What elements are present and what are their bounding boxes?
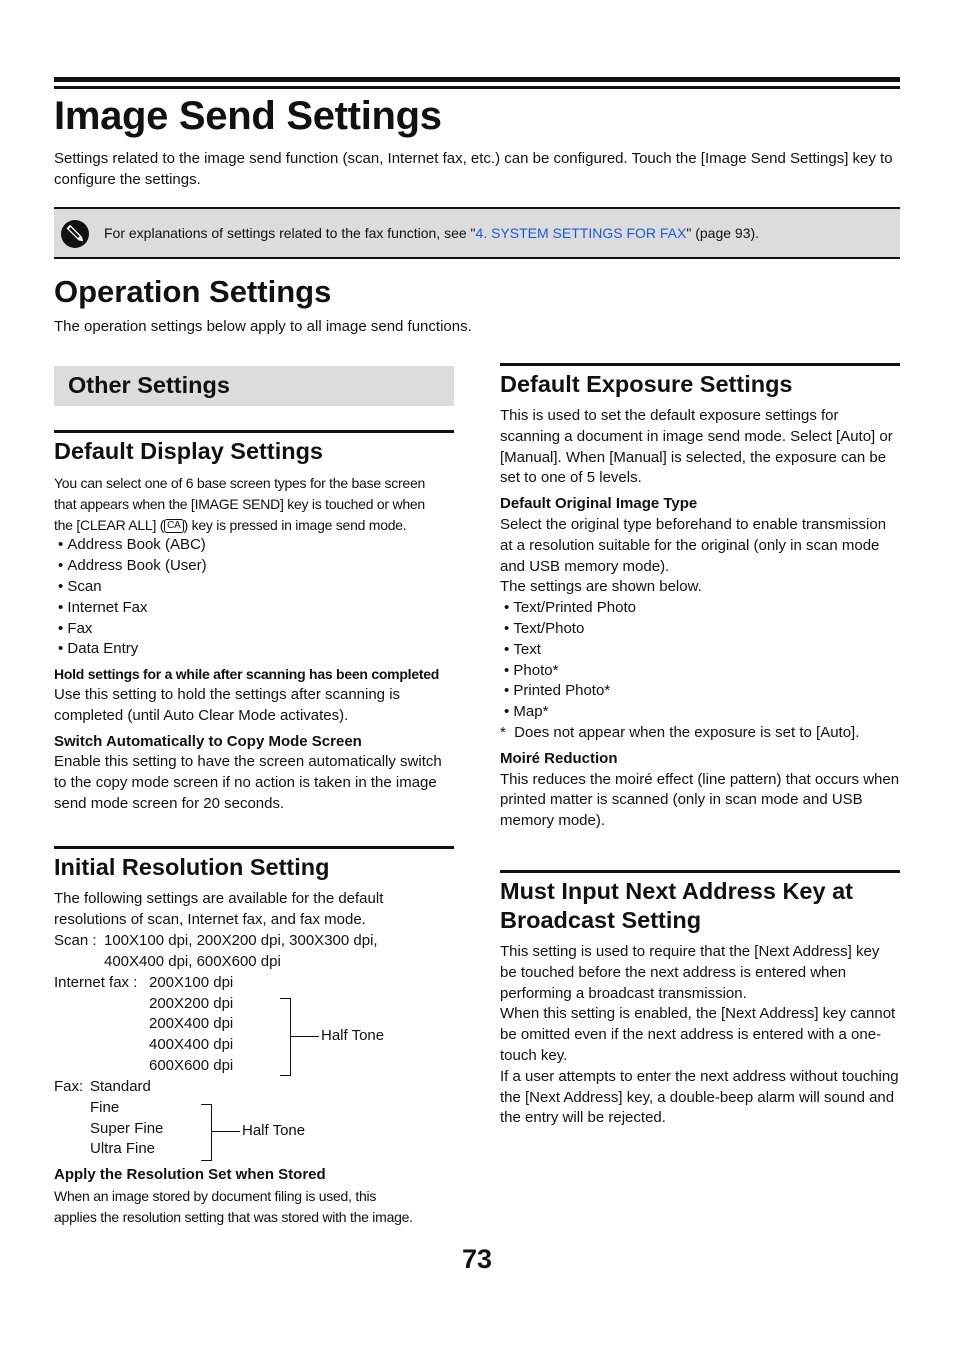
fax-resolution-value: Standard xyxy=(90,1078,151,1095)
ifax-resolution-value: 200X100 dpi xyxy=(149,974,234,991)
list-item: • Data Entry xyxy=(54,639,459,660)
must-input-heading: Must Input Next Address Key at Broadcast Setting xyxy=(500,878,853,933)
ifax-halftone-label: Half Tone xyxy=(321,1027,385,1044)
list-item: • Address Book (User) xyxy=(54,556,459,577)
exposure-footnote: * Does not appear when the exposure is set to [Auto]. xyxy=(500,723,860,741)
ifax-halftone-connector xyxy=(291,1036,319,1037)
must-input-text-1: This setting is used to require that the [Next Address] key be touched before the next address is entered when performing a broadcast transmission. xyxy=(500,943,880,1002)
switch-copy-heading: Switch Automatically to Copy Mode Screen xyxy=(54,732,362,750)
fax-halftone-bracket xyxy=(201,1104,212,1161)
pencil-note-icon xyxy=(60,219,90,249)
page-title: Image Send Settings xyxy=(54,94,442,138)
scan-resolution-line-2: 400X400 dpi, 600X600 dpi xyxy=(104,953,281,970)
default-display-text-3 xyxy=(54,515,459,536)
list-item: • Text/Printed Photo xyxy=(500,598,900,619)
hold-settings-heading: Hold settings for a while after scanning has been completed xyxy=(54,666,440,683)
must-input-rule xyxy=(500,870,900,873)
note-link[interactable]: 4. SYSTEM SETTINGS FOR FAX xyxy=(475,225,687,241)
list-item: • Scan xyxy=(54,577,459,598)
note-box xyxy=(54,207,900,259)
must-input-text-2: When this setting is enabled, the [Next Address] key cannot be omitted even if the next address is entered with a one-touch key. xyxy=(500,1005,896,1064)
operation-settings-text: The operation settings below apply to all image send functions. xyxy=(54,318,472,335)
original-type-list xyxy=(500,598,900,723)
settings-shown-below: The settings are shown below. xyxy=(500,578,702,596)
scan-resolution-label: Scan : xyxy=(54,932,101,949)
list-item: • Map* xyxy=(500,702,900,723)
clear-all-icon-label: CA xyxy=(167,519,181,531)
hold-settings-text: Use this setting to hold the settings after scanning is completed (until Auto Clear Mode activates). xyxy=(54,685,401,724)
fax-halftone-connector xyxy=(212,1131,240,1132)
default-exposure-rule xyxy=(500,363,900,366)
original-image-type-heading: Default Original Image Type xyxy=(500,495,698,513)
default-exposure-body xyxy=(500,406,900,832)
ifax-resolution-label: Internet fax : xyxy=(54,974,142,991)
default-exposure-heading: Default Exposure Settings xyxy=(500,371,793,397)
default-display-body xyxy=(54,473,459,815)
list-item: • Photo* xyxy=(500,661,900,682)
initial-resolution-text: The following settings are available for the default resolutions of scan, Internet fax, and fax mode. xyxy=(54,890,384,928)
note-prefix: For explanations of settings related to the fax function, see " xyxy=(104,225,476,241)
default-display-heading: Default Display Settings xyxy=(54,438,323,464)
base-screen-list xyxy=(54,535,459,660)
title-rule-thick xyxy=(54,77,900,82)
initial-resolution-rule xyxy=(54,846,454,849)
default-display-text-2: that appears when the [IMAGE SEND] key is touched or when xyxy=(54,495,425,512)
list-item: • Printed Photo* xyxy=(500,681,900,702)
ifax-resolution-value: 600X600 dpi xyxy=(149,1057,234,1074)
title-rule-thin xyxy=(54,86,900,89)
default-display-rule xyxy=(54,430,454,433)
ifax-resolution-value: 200X400 dpi xyxy=(149,1015,234,1032)
list-item: • Text/Photo xyxy=(500,619,900,640)
must-input-text-3: If a user attempts to enter the next address without touching the [Next Address] key, a double-beep alarm will sound and the entry will be rejected. xyxy=(500,1067,899,1127)
fax-resolution-value: Ultra Fine xyxy=(90,1140,156,1157)
default-exposure-text: This is used to set the default exposure settings for scanning a document in image send mode. Select [Auto] or [Manual]. When [Manual] is selected, the exposure can be set to one of 5 levels. xyxy=(500,407,893,487)
operation-settings-heading: Operation Settings xyxy=(54,274,332,309)
ifax-resolution-value: 200X200 dpi xyxy=(149,995,234,1012)
apply-resolution-heading: Apply the Resolution Set when Stored xyxy=(54,1166,326,1183)
must-input-body xyxy=(500,942,900,1129)
other-settings-banner xyxy=(54,366,454,406)
ifax-resolution-value: 400X400 dpi xyxy=(149,1036,234,1053)
note-text xyxy=(104,223,759,244)
intro-text: Settings related to the image send function (scan, Internet fax, etc.) can be configured. Touch the [Image Send Settings] key to configure the settings. xyxy=(54,150,893,188)
scan-resolution-line-1: 100X100 dpi, 200X200 dpi, 300X300 dpi, xyxy=(104,932,378,949)
original-image-type-text: Select the original type beforehand to enable transmission at a resolution suitable for the original (only in scan mode and USB memory mode). xyxy=(500,515,887,575)
default-display-text-1: You can select one of 6 base screen types for the base screen xyxy=(54,475,426,491)
list-item: • Address Book (ABC) xyxy=(54,535,459,556)
moire-reduction-text: This reduces the moiré effect (line pattern) that occurs when printed matter is scanned (only in scan mode and USB memory mode). xyxy=(500,770,900,830)
list-item: • Internet Fax xyxy=(54,598,459,619)
initial-resolution-heading: Initial Resolution Setting xyxy=(54,854,330,880)
apply-resolution-text-2: applies the resolution setting that was stored with the image. xyxy=(54,1209,413,1225)
list-item: • Fax xyxy=(54,619,459,640)
ifax-halftone-bracket xyxy=(280,998,291,1076)
fax-resolution-label: Fax: xyxy=(54,1078,88,1095)
apply-resolution-text-1: When an image stored by document filing is used, this xyxy=(54,1188,377,1204)
fax-halftone-label: Half Tone xyxy=(242,1122,306,1139)
fax-resolution-value: Fine xyxy=(90,1099,120,1116)
list-item: • Text xyxy=(500,640,900,661)
switch-copy-text: Enable this setting to have the screen automatically switch to the copy mode screen if no action is taken in the image send mode screen for 20 seconds. xyxy=(54,753,442,812)
clear-all-icon xyxy=(164,519,183,533)
note-suffix: " (page 93). xyxy=(686,225,760,241)
clear-all-text: the [CLEAR ALL] ( xyxy=(54,516,165,533)
page-number: 73 xyxy=(461,1244,493,1274)
other-settings-heading: Other Settings xyxy=(68,372,230,398)
moire-reduction-heading: Moiré Reduction xyxy=(500,749,618,767)
fax-resolution-value: Super Fine xyxy=(90,1120,164,1137)
clear-all-text-end: ) key is pressed in image send mode. xyxy=(183,516,407,533)
